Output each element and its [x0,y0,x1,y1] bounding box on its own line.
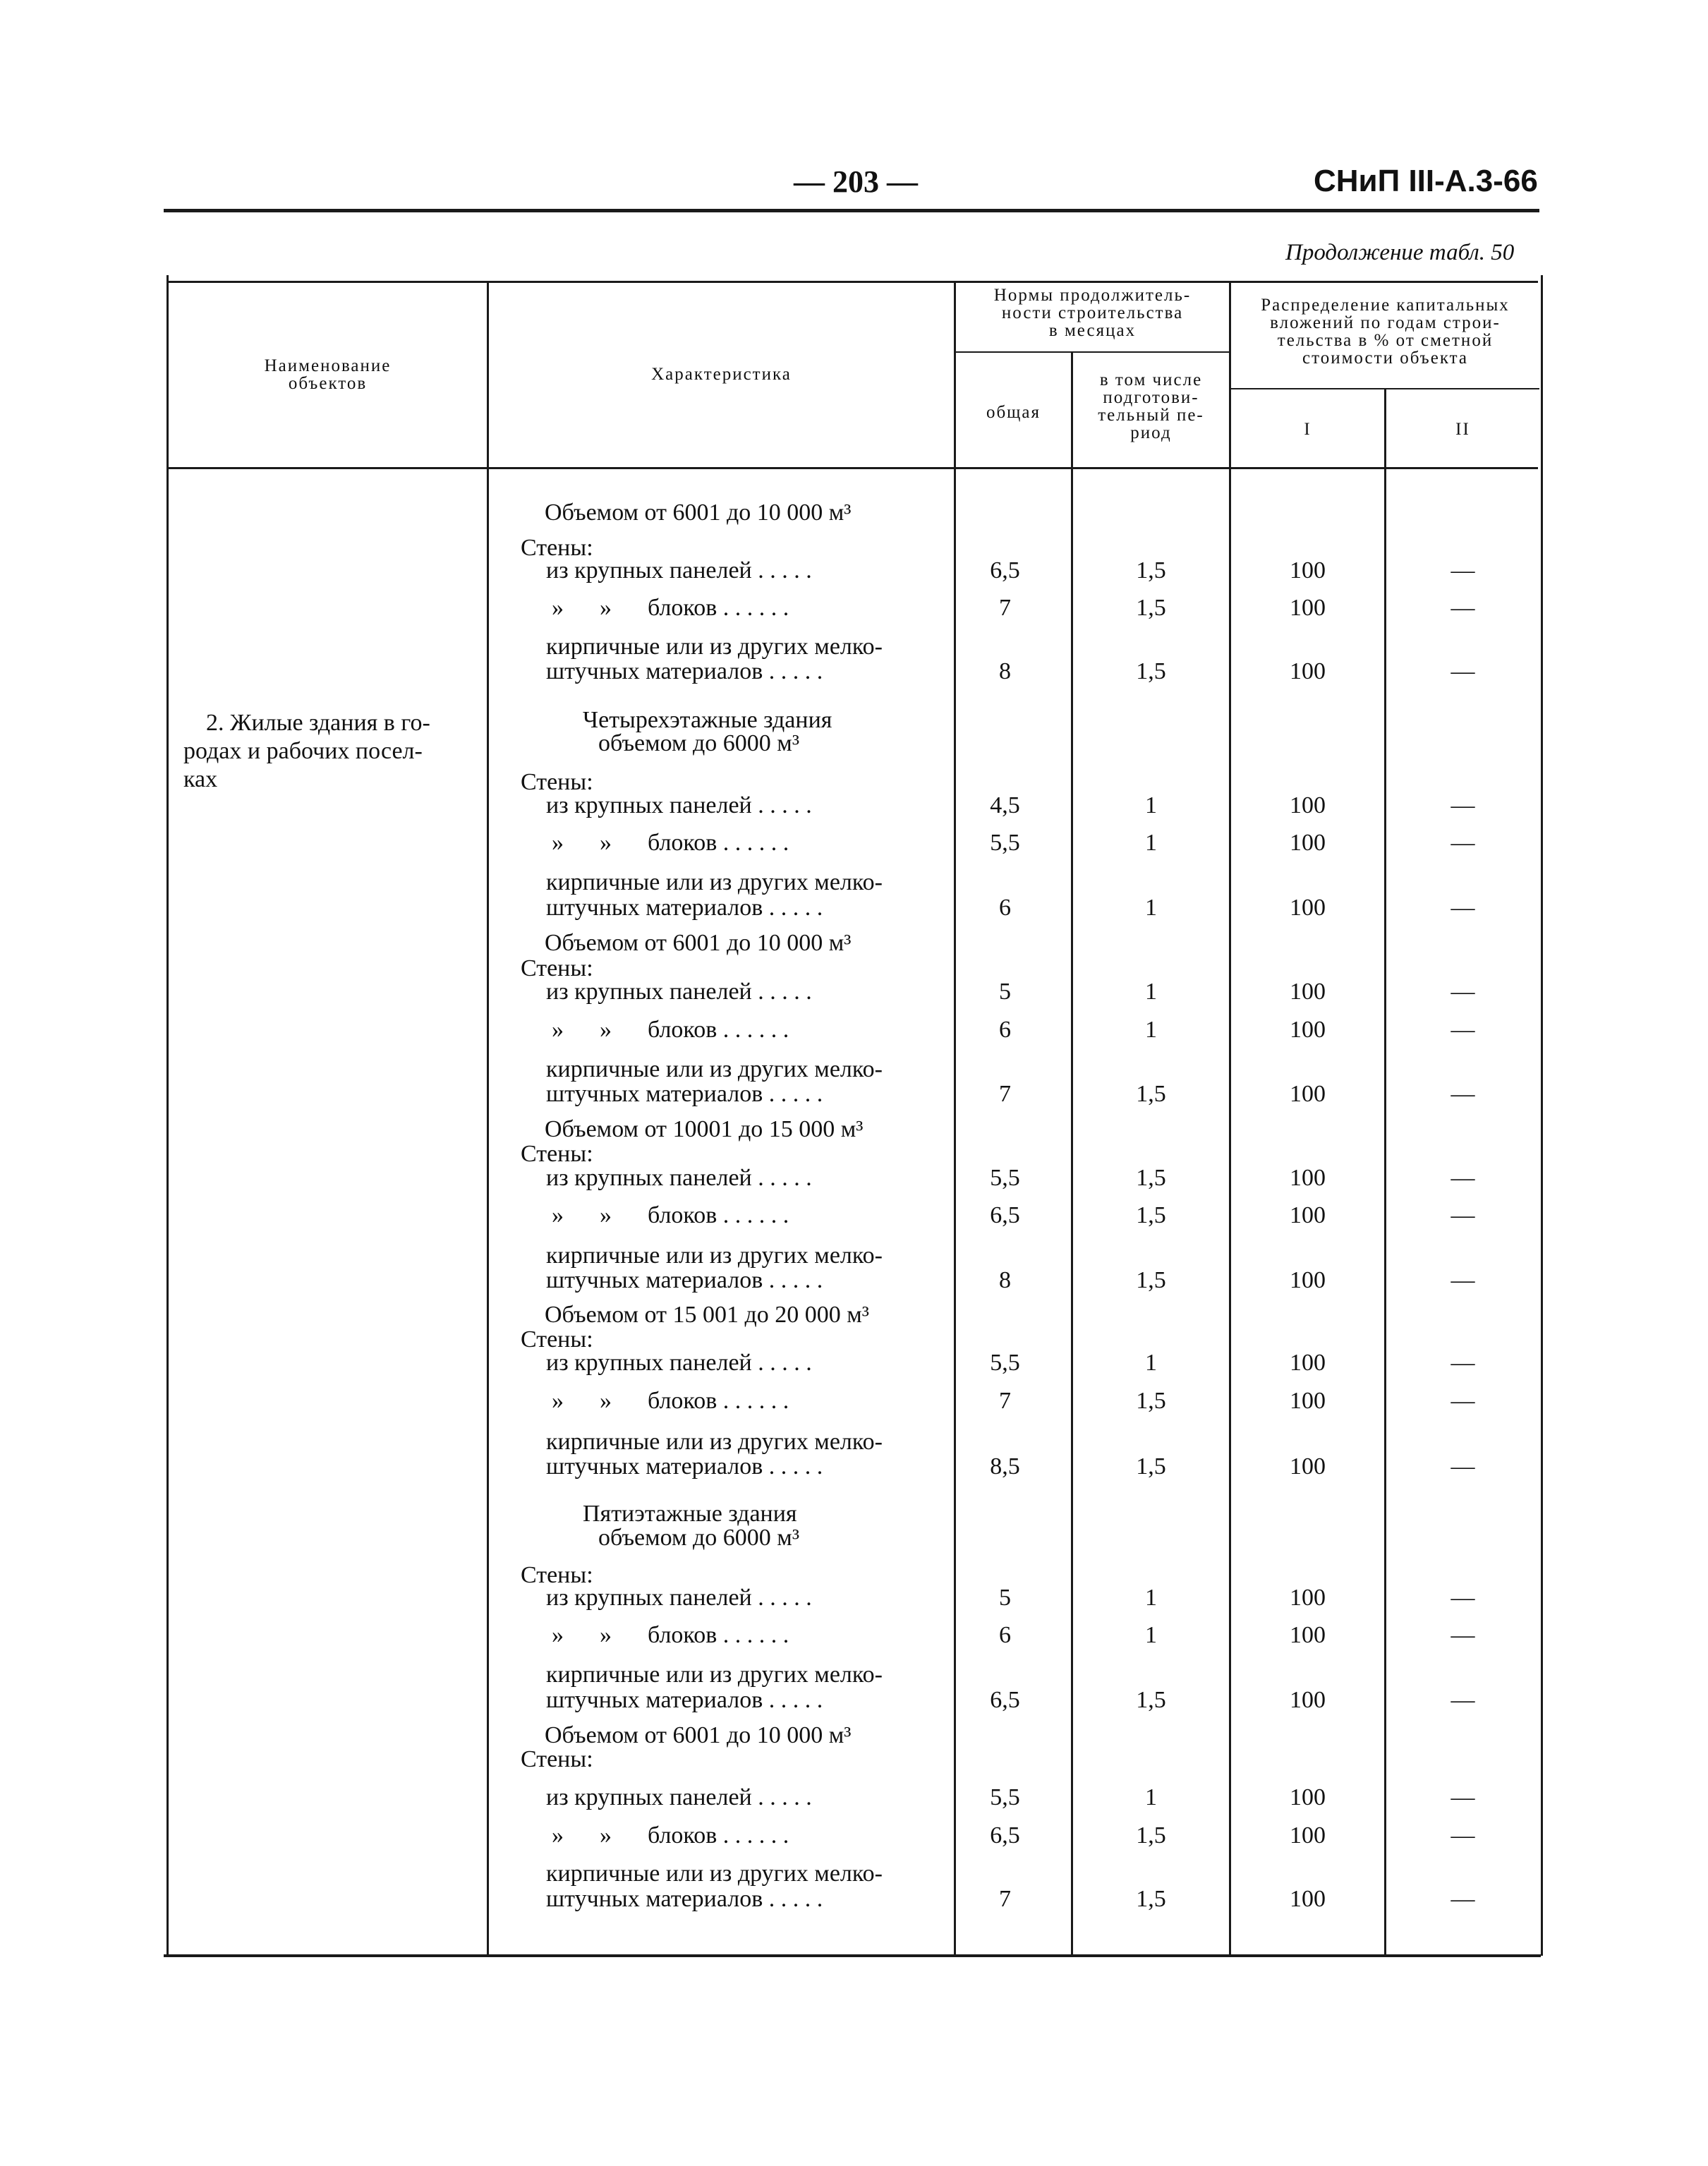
norms-sub-rule [956,351,1229,353]
dist-line1: Распределение капитальных [1261,296,1510,315]
row-characteristic: из крупных панелей . . . . . [546,1165,812,1191]
row-total-months: 8 [999,658,1011,684]
dist-line2: вложений по годам строи- [1270,313,1501,332]
row-characteristic: из крупных панелей . . . . . [546,1585,812,1611]
col-divider-3 [1071,353,1073,1954]
row-year1-percent: 100 [1290,1267,1326,1293]
row-prep-months: 1 [1145,1784,1157,1810]
row-year1-percent: 100 [1290,1202,1326,1228]
row-prep-months: 1 [1145,830,1157,856]
row-characteristic: » » блоков . . . . . . [552,1622,789,1648]
row-year2-percent: — [1450,1202,1475,1228]
row-year2-percent: — [1450,1350,1475,1376]
col-header-name-line1: Наименование [264,356,392,375]
row-characteristic: кирпичные или из других мелко- [546,1861,883,1887]
row-year1-percent: 100 [1290,595,1326,621]
row-year1-percent: 100 [1290,1822,1326,1849]
row-characteristic: Объемом от 6001 до 10 000 м³ [545,1722,852,1748]
object-name-line2: родах и рабочих посел- [183,738,423,765]
row-prep-months: 1 [1145,1622,1157,1648]
row-year2-percent: — [1450,895,1475,921]
row-year2-percent: — [1450,1822,1475,1849]
col-divider-1 [487,281,489,1954]
row-characteristic: Пятиэтажные здания [583,1501,797,1527]
row-total-months: 5 [999,1585,1011,1611]
row-year1-percent: 100 [1290,658,1326,684]
row-year2-percent: — [1450,1585,1475,1611]
object-name [183,709,473,794]
row-year2-percent: — [1450,1267,1475,1293]
row-characteristic: » » блоков . . . . . . [552,595,789,621]
row-year2-percent: — [1450,658,1475,684]
row-year2-percent: — [1450,1886,1475,1912]
header-rule [164,209,1539,212]
row-year2-percent: — [1450,830,1475,856]
row-prep-months: 1,5 [1136,1822,1166,1849]
object-name-line1: 2. Жилые здания в го- [206,710,430,736]
col-header-name-line2: объектов [288,374,368,393]
row-total-months: 7 [999,1081,1011,1107]
norms-line1: Нормы продолжитель- [993,286,1192,305]
row-characteristic: штучных материалов . . . . . [546,1453,823,1480]
row-prep-months: 1,5 [1136,1267,1166,1293]
row-characteristic: из крупных панелей . . . . . [546,979,812,1005]
row-total-months: 6 [999,895,1011,921]
row-year1-percent: 100 [1290,1017,1326,1043]
row-prep-months: 1,5 [1136,1081,1166,1107]
table-left-border [166,275,169,1956]
row-prep-months: 1 [1145,895,1157,921]
table-top-rule [166,281,1538,283]
row-year2-percent: — [1450,1622,1475,1648]
row-prep-months: 1 [1145,1585,1157,1611]
row-characteristic: штучных материалов . . . . . [546,895,823,921]
row-prep-months: 1,5 [1136,658,1166,684]
row-total-months: 6,5 [990,1822,1020,1849]
row-characteristic: Стены: [521,535,593,561]
row-characteristic: кирпичные или из других мелко- [546,1662,883,1688]
row-prep-months: 1 [1145,1350,1157,1376]
row-characteristic: Стены: [521,1141,593,1167]
row-prep-months: 1,5 [1136,1687,1166,1713]
row-year2-percent: — [1450,792,1475,818]
row-year2-percent: — [1450,1081,1475,1107]
row-year1-percent: 100 [1290,1165,1326,1191]
prep-line1: в том числе [1099,370,1203,389]
row-characteristic: кирпичные или из других мелко- [546,1242,883,1269]
row-characteristic: Объемом от 15 001 до 20 000 м³ [545,1302,869,1328]
row-characteristic: Четырехэтажные здания [583,707,832,733]
row-characteristic: штучных материалов . . . . . [546,1687,823,1713]
row-prep-months: 1,5 [1136,1165,1166,1191]
row-prep-months: 1 [1145,979,1157,1005]
row-year1-percent: 100 [1290,1687,1326,1713]
object-name-line3: ках [183,766,218,793]
row-characteristic: Объемом от 10001 до 15 000 м³ [545,1116,864,1142]
row-year2-percent: — [1450,1687,1475,1713]
col-header-prep [1073,371,1229,442]
row-year1-percent: 100 [1290,830,1326,856]
row-characteristic: штучных материалов . . . . . [546,658,823,684]
row-total-months: 7 [999,595,1011,621]
row-characteristic: штучных материалов . . . . . [546,1081,823,1107]
row-characteristic: Стены: [521,769,593,795]
row-year1-percent: 100 [1290,1784,1326,1810]
dist-sub-rule [1231,388,1539,389]
col-header-norms [956,286,1229,339]
col-header-distribution [1231,296,1539,367]
row-year1-percent: 100 [1290,792,1326,818]
row-characteristic: Стены: [521,1746,593,1772]
row-total-months: 6,5 [990,1687,1020,1713]
prep-line2: подготови- [1103,388,1199,407]
prep-line3: тельный пе- [1098,406,1204,425]
row-total-months: 6 [999,1622,1011,1648]
norms-line3: в месяцах [1048,321,1137,340]
row-characteristic: » » блоков . . . . . . [552,830,789,856]
page-number: — 203 — [794,164,918,199]
row-prep-months: 1,5 [1136,557,1166,583]
row-characteristic: » » блоков . . . . . . [552,1017,789,1043]
dist-line4: стоимости объекта [1302,349,1468,368]
row-characteristic: из крупных панелей . . . . . [546,1784,812,1810]
row-year1-percent: 100 [1290,895,1326,921]
row-characteristic: из крупных панелей . . . . . [546,557,812,583]
row-prep-months: 1 [1145,1017,1157,1043]
row-prep-months: 1,5 [1136,595,1166,621]
row-total-months: 5,5 [990,830,1020,856]
row-characteristic: » » блоков . . . . . . [552,1202,789,1228]
row-year1-percent: 100 [1290,979,1326,1005]
row-year1-percent: 100 [1290,1622,1326,1648]
norms-line2: ности строительства [1001,303,1184,322]
row-year1-percent: 100 [1290,1886,1326,1912]
row-characteristic: штучных материалов . . . . . [546,1886,823,1912]
row-year2-percent: — [1450,595,1475,621]
row-prep-months: 1,5 [1136,1886,1166,1912]
table-header-bottom-rule [166,467,1538,469]
col-header-year2: II [1455,420,1470,439]
col-header-name [169,357,487,392]
row-total-months: 6 [999,1017,1011,1043]
row-prep-months: 1,5 [1136,1453,1166,1480]
dist-line3: тельства в % от сметной [1277,331,1494,350]
row-year2-percent: — [1450,1165,1475,1191]
row-year2-percent: — [1450,1784,1475,1810]
row-total-months: 6,5 [990,1202,1020,1228]
table-right-border [1541,275,1543,1956]
row-characteristic: кирпичные или из других мелко- [546,869,883,895]
table-bottom-rule [164,1954,1541,1957]
row-characteristic: объемом до 6000 м³ [598,730,800,756]
row-year1-percent: 100 [1290,1350,1326,1376]
row-total-months: 5,5 [990,1165,1020,1191]
document-code: СНиП III-А.3-66 [1314,164,1538,198]
row-characteristic: из крупных панелей . . . . . [546,792,812,818]
prep-line4: риод [1130,423,1172,442]
row-characteristic: штучных материалов . . . . . [546,1267,823,1293]
row-year1-percent: 100 [1290,1081,1326,1107]
row-prep-months: 1 [1145,792,1157,818]
row-total-months: 4,5 [990,792,1020,818]
row-total-months: 5,5 [990,1784,1020,1810]
row-characteristic: Стены: [521,955,593,981]
row-year2-percent: — [1450,979,1475,1005]
row-total-months: 5 [999,979,1011,1005]
row-characteristic: кирпичные или из других мелко- [546,634,883,660]
row-characteristic: Объемом от 6001 до 10 000 м³ [545,930,852,956]
col-header-year1: I [1304,420,1312,439]
row-total-months: 7 [999,1388,1011,1414]
row-characteristic: из крупных панелей . . . . . [546,1350,812,1376]
row-characteristic: Стены: [521,1562,593,1588]
row-characteristic: кирпичные или из других мелко- [546,1429,883,1455]
row-prep-months: 1,5 [1136,1202,1166,1228]
row-year1-percent: 100 [1290,1453,1326,1480]
row-characteristic: кирпичные или из других мелко- [546,1056,883,1082]
row-year1-percent: 100 [1290,557,1326,583]
row-prep-months: 1,5 [1136,1388,1166,1414]
col-header-total: общая [986,403,1041,422]
row-total-months: 5,5 [990,1350,1020,1376]
row-characteristic: » » блоков . . . . . . [552,1822,789,1849]
row-year2-percent: — [1450,557,1475,583]
row-year2-percent: — [1450,1453,1475,1480]
row-total-months: 8,5 [990,1453,1020,1480]
row-year2-percent: — [1450,1017,1475,1043]
row-characteristic: Стены: [521,1326,593,1353]
row-year2-percent: — [1450,1388,1475,1414]
row-year1-percent: 100 [1290,1388,1326,1414]
row-year1-percent: 100 [1290,1585,1326,1611]
row-total-months: 7 [999,1886,1011,1912]
row-total-months: 6,5 [990,557,1020,583]
row-characteristic: объемом до 6000 м³ [598,1525,800,1551]
table-continuation-label: Продолжение табл. 50 [1285,240,1515,265]
col-header-characteristic: Характеристика [651,365,792,384]
row-total-months: 8 [999,1267,1011,1293]
row-characteristic: Объемом от 6001 до 10 000 м³ [545,500,852,526]
row-characteristic: » » блоков . . . . . . [552,1388,789,1414]
